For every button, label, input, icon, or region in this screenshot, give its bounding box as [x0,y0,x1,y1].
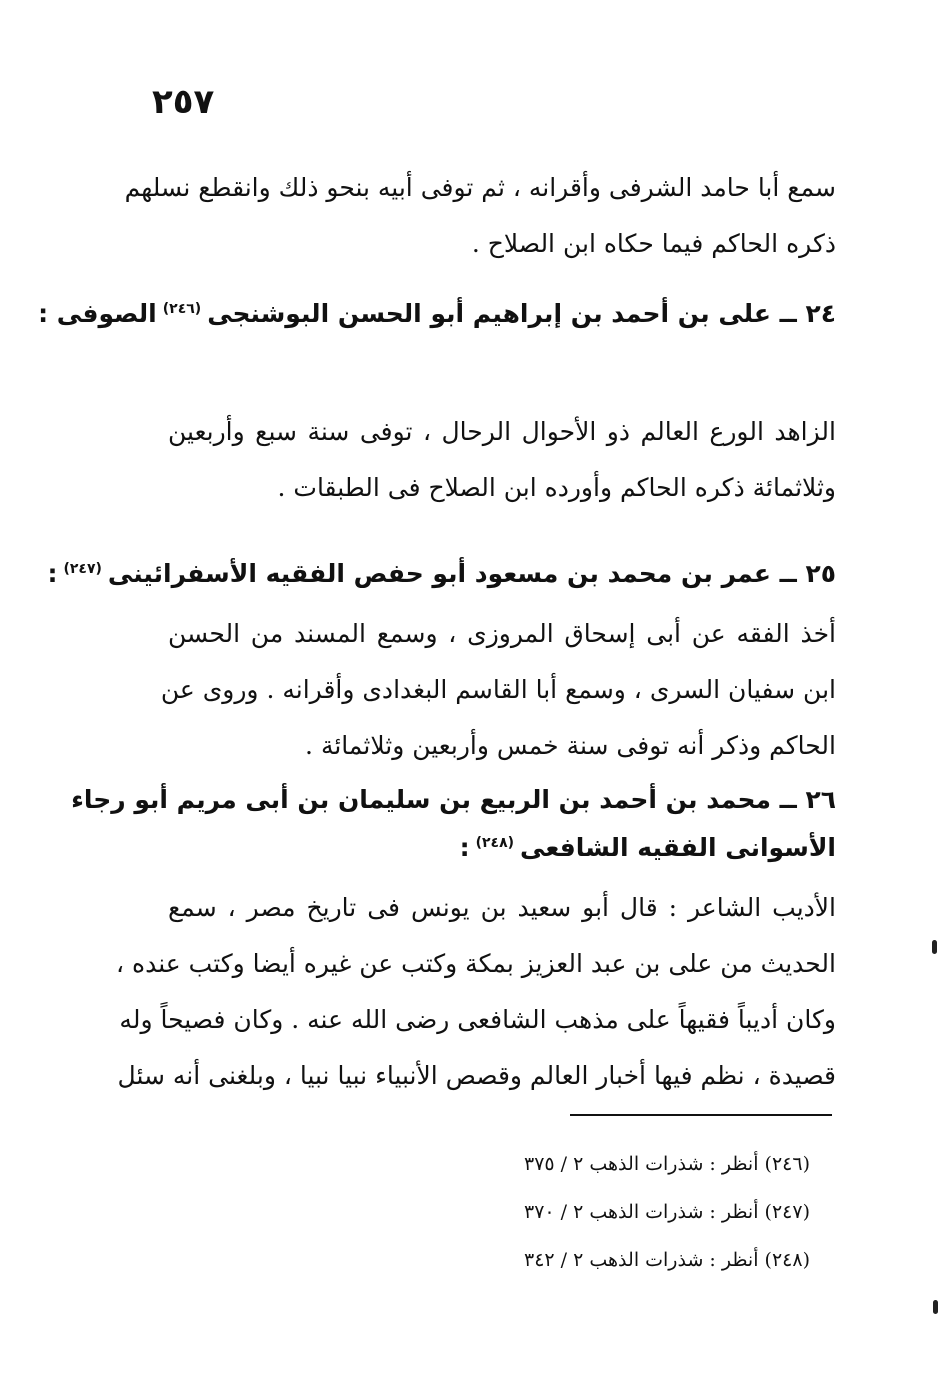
entry-25-heading [47,550,836,598]
footnote-247: (٢٤٧) أنظر : شذرات الذهب ٢ / ٣٧٠ [524,1201,810,1223]
footnote-separator [570,1114,832,1116]
entry-26-heading-tail: : [459,833,470,862]
footnote-248: (٢٤٨) أنظر : شذرات الذهب ٢ / ٣٤٢ [524,1249,810,1271]
intro-line: ذكره الحاكم فيما حكاه ابن الصلاح . [471,229,836,258]
page-number: ٢٥٧ [152,82,215,122]
footnote-ref-247[interactable]: (٢٤٧) [63,560,102,577]
intro-paragraph [124,160,836,272]
entry-26-heading [71,776,836,872]
entry-26-heading-line-1: ٢٦ ــ محمد بن أحمد بن الربيع بن سليمان بن أبى مريم أبو رجاء [71,785,836,814]
entry-26-heading-line-2 [168,824,836,872]
entry-26-body-line: الأديب الشاعر : قال أبو سعيد بن يونس فى تاريخ مصر ، سمع [168,893,836,922]
intro-line: سمع أبا حامد الشرفى وأقرانه ، ثم توفى أبيه بنحو ذلك وانقطع نسلهم [124,173,836,202]
scan-edge-mark [932,940,937,954]
entry-24-heading-tail: الصوفى : [38,299,157,328]
entry-25-heading-line [47,550,836,598]
footnote-ref-248[interactable]: (٢٤٨) [475,834,515,851]
footnote-246: (٢٤٦) أنظر : شذرات الذهب ٢ / ٣٧٥ [524,1153,810,1175]
entry-26-body-line: الحديث من على بن عبد العزيز بمكة وكتب عن غيره أيضا وكتب عنده ، [116,949,836,978]
entry-25-body-line: ابن سفيان السرى ، وسمع أبا القاسم البغدادى وأقرانه . وروى عن [160,675,836,704]
entry-25-heading-text: ٢٥ ــ عمر بن محمد بن مسعود أبو حفص الفقيه الأسفرائينى [107,559,836,588]
entry-24-heading-line [38,290,836,338]
entry-26-heading-text: الأسوانى الفقيه الشافعى [520,833,836,862]
footnotes [440,1140,810,1284]
entry-24-body-line: الزاهد الورع العالم ذو الأحوال الرحال ، توفى سنة سبع وأربعين [168,417,836,446]
footnote-ref-246[interactable]: (٢٤٦) [162,300,202,317]
entry-26-body-line: قصيدة ، نظم فيها أخبار العالم وقصص الأنبياء نبيا نبيا ، وبلغنى أنه سئل [117,1061,836,1090]
entry-26-body-line: وكان أديباً فقيهاً على مذهب الشافعى رضى الله عنه . وكان فصيحاً وله [119,1005,836,1034]
entry-24-heading [38,290,836,338]
entry-24-body [168,404,836,516]
entry-24-body-line: وثلاثمائة ذكره الحاكم وأورده ابن الصلاح فى الطبقات . [277,473,836,502]
entry-25-body-line: الحاكم وذكر أنه توفى سنة خمس وأربعين وثلاثمائة . [305,731,836,760]
entry-25-body [160,606,836,774]
scan-edge-mark [933,1300,938,1314]
entry-26-body [116,880,836,1104]
entry-25-body-line: أخذ الفقه عن أبى إسحاق المروزى ، وسمع المسند من الحسن [168,619,836,648]
entry-24-heading-text: ٢٤ ــ على بن أحمد بن إبراهيم أبو الحسن البوشنجى [207,299,836,328]
entry-25-heading-tail: : [47,559,58,588]
